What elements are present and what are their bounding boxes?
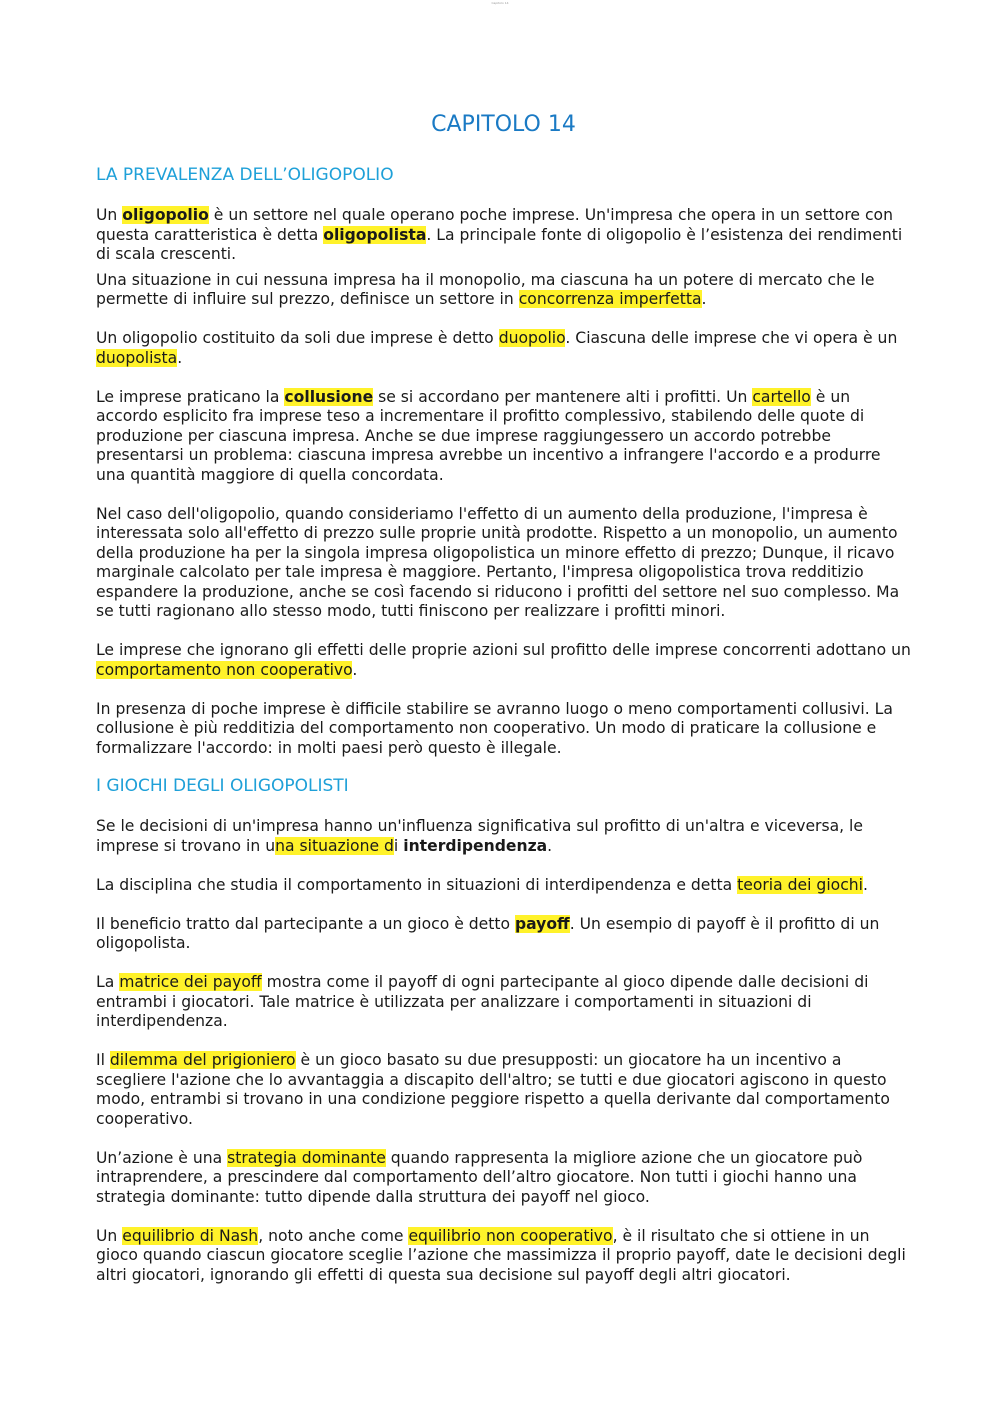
highlighted-term: na situazione d [275,836,394,855]
text-run: i [393,836,404,855]
highlighted-term: collusione [284,387,374,406]
highlighted-term: duopolio [498,329,566,347]
text-run: Le imprese praticano la [96,387,285,406]
text-run: . [547,836,553,855]
text-run: La disciplina che studia il comportamento in situazioni di interdipendenza e detta [96,875,738,894]
text-run: Un [96,1226,123,1245]
highlighted-term: oligopolio [122,206,209,224]
highlighted-term: comportamento non cooperativo [96,660,353,679]
paragraph [96,1227,911,1286]
highlighted-term: concorrenza imperfetta [518,290,702,308]
text-run: . [177,348,183,367]
highlighted-term: equilibrio di Nash [122,1226,259,1245]
paragraph [96,388,911,486]
highlighted-term: payoff [514,914,570,933]
text-run: è un settore nel quale operano poche imprese. Un'impresa che opera in un settore con questa caratteristica è detta [96,206,893,244]
paragraph [96,505,911,622]
text-run: In presenza di poche imprese è difficile stabilire se avranno luogo o meno comportamenti collusivi. La collusione è più redditizia del comportamento non cooperativo. Un modo di praticare la collusione e formalizzare l'accordo: in molti paesi però questo è illegale. [96,699,893,757]
chapter-title: CAPITOLO 14 [431,112,576,137]
highlighted-term: dilemma del prigioniero [109,1051,296,1069]
text-run: Il [96,1051,110,1069]
highlighted-term: cartello [752,387,811,406]
text-run: , è il risultato che si ottiene in un gioco quando ciascun giocatore sceglie l’azione che massimizza il proprio payoff, date le decisioni degli altri giocatori, ignorando gli effetti di questa sua decisione sul payoff degli altri giocatori. [96,1226,906,1284]
section-title-oligopolio: LA PREVALENZA DELL’OLIGOPOLIO [96,165,394,185]
page-header: Capitolo 14 [491,1,509,5]
text-run: se si accordano per mantenere alti i profitti. Un [373,387,753,406]
paragraph [96,1051,911,1129]
text-run: . La principale fonte di oligopolio è l’esistenza dei rendimenti di scala crescenti. [96,225,903,263]
paragraph [96,641,911,680]
text-run: è un gioco basato su due presupposti: un giocatore ha un incentivo a scegliere l'azione che lo avvantaggia a discapito dell'altro; se tutti e due giocatori agiscono in questo modo, entrambi si trovano in una condizione peggiore rispetto a quella derivante dal comportamento cooperativo. [96,1051,890,1128]
text-run: mostra come il payoff di ogni partecipante al gioco dipende dalle decisioni di entrambi i giocatori. Tale matrice è utilizzata per analizzare i comportamenti in situazioni di interdipendenza. [96,973,869,1030]
highlighted-term: oligopolista [323,225,427,244]
text-run: Nel caso dell'oligopolio, quando consideriamo l'effetto di un aumento della produzione, l'impresa è interessata solo all'effetto di prezzo sulle proprie unità prodotte. Rispetto a un monopolio, un aumento della produzione ha per la singola impresa oligopolistica un minore effetto di prezzo; Dunque, il ricavo marginale calcolato per tale impresa è maggiore. Pertanto, l'impresa oligopolistica trova redditizio espandere la produzione, anche se così facendo si riducono i profitti del settore nel suo complesso. Ma se tutti ragionano allo stesso modo, tutti finiscono per realizzare i profitti minori. [96,504,900,620]
text-run: Se le decisioni di un'impresa hanno un'influenza significativa sul profitto di un'altra e viceversa, le imprese si trovano in u [96,817,863,855]
text-run: . [352,660,358,679]
text-run: Un [96,206,123,224]
highlighted-term: duopolista [96,348,178,367]
text-run: quando rappresenta la migliore azione che un giocatore può intraprendere, a prescindere dal comportamento dell’altro giocatore. Non tutti i giochi hanno una strategia dominante: tutto dipende dalla struttura dei payoff nel gioco. [96,1148,863,1206]
text-run: è un accordo esplicito fra imprese teso a incrementare il profitto complessivo, stabilendo delle quote di produzione per ciascuna impresa. Anche se due imprese raggiungessero un accordo potrebbe presentarsi un problema: ciascuna impresa avrebbe un incentivo a infrangere l'accordo e a produrre una quantità maggiore di quella concordata. [96,387,881,484]
paragraph [96,915,911,954]
text-run: Le imprese che ignorano gli effetti delle proprie azioni sul profitto delle imprese concorrenti adottano un [96,641,911,659]
section-title-giochi: I GIOCHI DEGLI OLIGOPOLISTI [96,776,349,796]
paragraph [96,329,911,368]
text-run: , noto anche come [258,1226,409,1245]
highlighted-term: equilibrio non cooperativo [408,1226,613,1245]
text-run: Un’azione è una [96,1148,228,1167]
paragraph [96,271,911,310]
text-run: . Un esempio di payoff è il profitto di un oligopolista. [96,914,880,952]
highlighted-term: strategia dominante [227,1148,386,1167]
paragraph [96,206,911,265]
paragraph [96,817,911,856]
text-run: . [701,290,707,308]
text-run: . [863,875,868,894]
paragraph [96,700,911,759]
paragraph [96,973,911,1032]
text-run: Una situazione in cui nessuna impresa ha il monopolio, ma ciascuna ha un potere di mercato che le permette di influire sul prezzo, definisce un settore in [96,270,875,308]
text-run: . Ciascuna delle imprese che vi opera è un [565,329,898,347]
bold-term: interdipendenza [403,836,548,855]
paragraph [96,1149,911,1208]
text-run: La [96,973,120,991]
highlighted-term: teoria dei giochi [737,875,863,894]
highlighted-term: matrice dei payoff [119,973,262,991]
text-run: Il beneficio tratto dal partecipante a un gioco è detto [96,914,515,933]
document-page [96,0,911,1285]
paragraph [96,876,911,896]
text-run: Un oligopolio costituito da soli due imprese è detto [96,329,499,347]
